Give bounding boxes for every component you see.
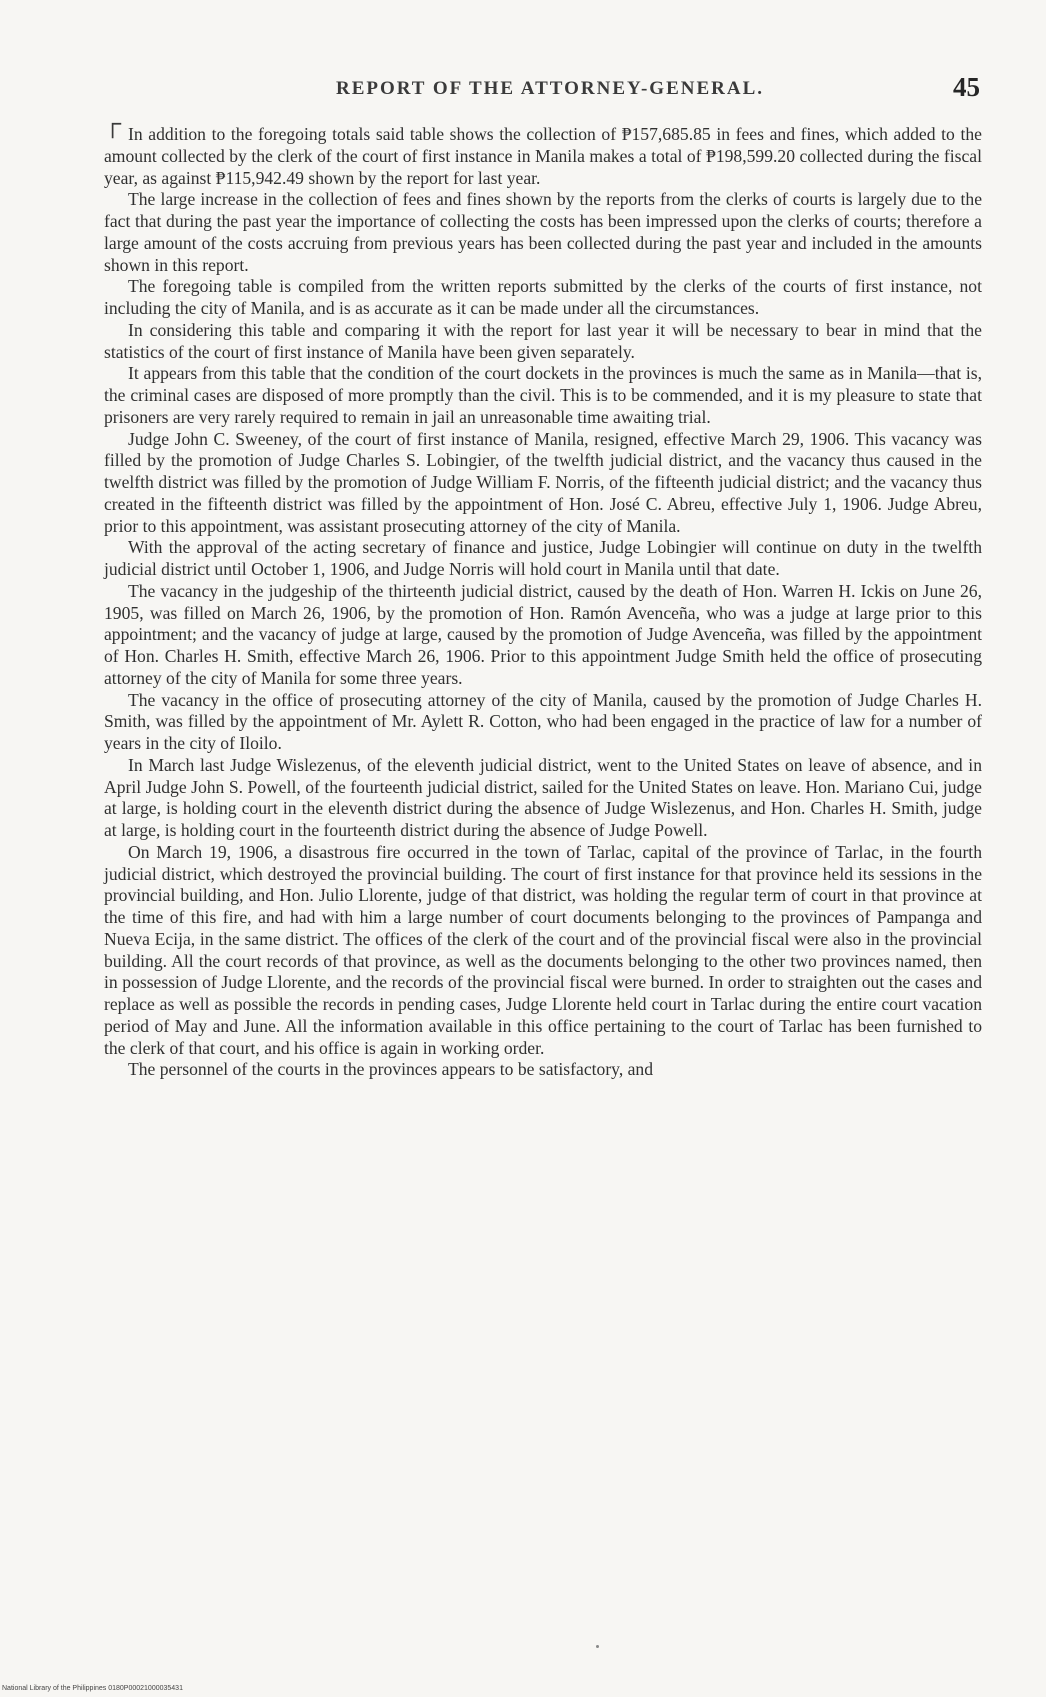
paragraph-tarlac-fire: On March 19, 1906, a disastrous fire occurred in the town of Tarlac, capital of the province of Tarlac, in the fourth judicial district, which destroyed the provincial building. The court of first instance for that province held its sessions in the provincial building, and Hon. Julio Llorente, judge of that district, was holding the regular term of court in that province at the time of this fire, and had with him a large number of court documents belonging to the provinces of Pampanga and Nueva Ecija, in the same district. The offices of the clerk of the court and of the provincial fiscal were also in the provincial building. All the court records of that province, as well as the documents belonging to the other two provinces named, then in possession of Judge Llorente, and the records of the provincial fiscal were burned. In order to straighten out the cases and replace as well as possible the records in pending cases, Judge Llorente held court in Tarlac during the entire court vacation period of May and June. All the information available in this office pertaining to the court of Tarlac has been furnished to the clerk of that court, and his office is again in working order.	[104, 841, 982, 1058]
paragraph-leave-of-absence: In March last Judge Wislezenus, of the eleventh judicial district, went to the United States on leave of absence, and in April Judge John S. Powell, of the fourteenth judicial district, sailed for the United States on leave. Hon. Mariano Cui, judge at large, is holding court in the eleventh district during the absence of Judge Wislezenus, and Hon. Charles H. Smith, judge at large, is holding court in the fourteenth district during the absence of Judge Powell.	[104, 754, 982, 840]
body-text	[104, 124, 982, 1081]
paragraph-thirteenth-district: The vacancy in the judgeship of the thirteenth judicial district, caused by the death of Hon. Warren H. Ickis on June 26, 1905, was filled on March 26, 1906, by the promotion of Hon. Ramón Avenceña, who was a judge at large prior to this appointment; and the vacancy of judge at large, caused by the promotion of Judge Avenceña, was filled by the appointment of Hon. Charles H. Smith, effective March 26, 1906. Prior to this appointment Judge Smith held the office of prosecuting attorney of the city of Manila for some three years.	[104, 580, 982, 688]
paragraph-sweeney-resignation: Judge John C. Sweeney, of the court of first instance of Manila, resigned, effective March 29, 1906. This vacancy was filled by the promotion of Judge Charles S. Lobingier, of the twelfth judicial district, and the vacancy thus caused in the twelfth district was filled by the promotion of Judge William F. Norris, of the fifteenth judicial district; and the vacancy thus created in the fifteenth district was filled by the appointment of Hon. José C. Abreu, effective July 1, 1906. Judge Abreu, prior to this appointment, was assistant prosecuting attorney of the city of Manila.	[104, 428, 982, 536]
paragraph-lobingier-norris: With the approval of the acting secretary of finance and justice, Judge Lobingier will continue on duty in the twelfth judicial district until October 1, 1906, and Judge Norris will hold court in Manila until that date.	[104, 537, 982, 579]
paragraph-table-compiled: The foregoing table is compiled from the written reports submitted by the clerks of the courts of first instance, not including the city of Manila, and is as accurate as it can be made under all the circumstances.	[104, 276, 982, 318]
corner-mark-icon: ┌	[104, 111, 122, 137]
paragraph-court-dockets: It appears from this table that the condition of the court dockets in the provinces is much the same as in Manila—that is, the criminal cases are disposed of more promptly than the civil. This is to be commended, and it is my pleasure to state that prisoners are very rarely required to remain in jail an unreasonable time awaiting trial.	[104, 363, 982, 427]
paragraph-personnel: The personnel of the courts in the provinces appears to be satisfactory, and	[128, 1059, 654, 1080]
paragraph-increase-collection: The large increase in the collection of fees and fines shown by the reports from the clerks of courts is largely due to the fact that during the past year the importance of collecting the costs has been impressed upon the clerks of courts; therefore a large amount of the costs accruing from previous years has been collected during the past year and included in the amounts shown in this report.	[104, 189, 982, 275]
paragraph-prosecuting-attorney: The vacancy in the office of prosecuting attorney of the city of Manila, caused by the promotion of Judge Charles H. Smith, was filled by the appointment of Mr. Aylett R. Cotton, who had been engaged in the practice of law for a number of years in the city of Iloilo.	[104, 689, 982, 753]
paragraph-comparison: In considering this table and comparing it with the report for last year it will be necessary to bear in mind that the statistics of the court of first instance of Manila have been given separately.	[104, 319, 982, 362]
footer-attribution: National Library of the Philippines 0180P00021000035431	[2, 1685, 183, 1692]
paragraph-fees-fines: In addition to the foregoing totals said table shows the collection of ₱157,685.85 in fees and fines, which added to the amount collected by the clerk of the court of first instance in Manila makes a total of ₱198,599.20 collected during the fiscal year, as against ₱115,942.49 shown by the report for last year.	[104, 124, 982, 188]
running-title: REPORT OF THE ATTORNEY-GENERAL.	[335, 78, 765, 99]
page-number: 45	[953, 72, 980, 102]
specks	[596, 1645, 599, 1648]
running-head	[120, 72, 980, 108]
